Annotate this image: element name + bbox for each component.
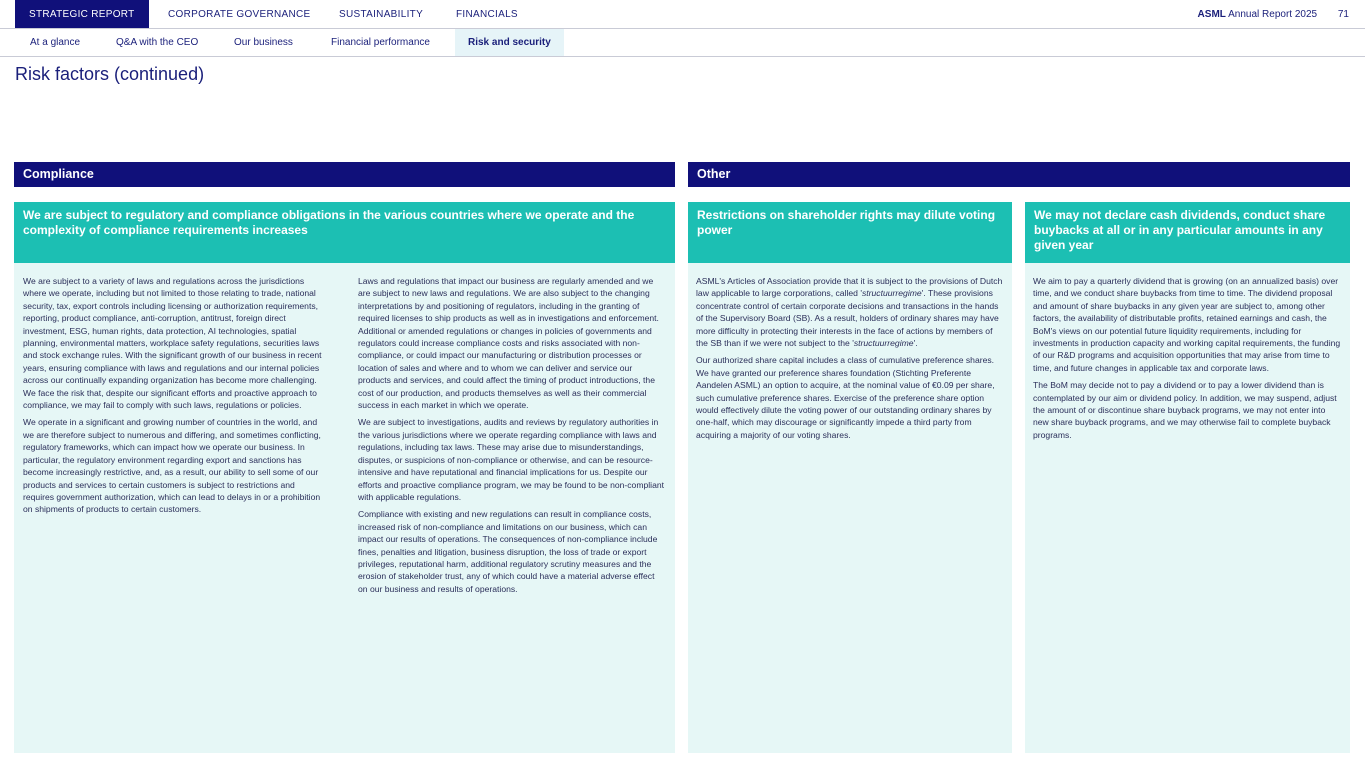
brand-suffix: Annual Report 2025 — [1228, 9, 1318, 20]
paragraph: Our authorized share capital includes a class of cumulative preference shares. We have granted our preference shares foundation (Stichting Preferente Aandelen ASML) an option to acquire, at the nominal value of €0.09 per share, such cumulative preference shares. Exercise of the preference share option would effectively dilute the voting power of our outstanding ordinary shares by one-half, which may discourage or significantly impede a third party from acquiring a majority of our voting shares. — [696, 355, 995, 440]
tab-strategic-report[interactable]: STRATEGIC REPORT — [15, 0, 149, 28]
paragraph: The BoM may decide not to pay a dividend or to pay a lower dividend than is contemplated by our aim or dividend policy. In addition, we may suspend, adjust the amount of or discontinue share buyback programs, we may not enter into new share buyback programs, and we may otherwise fail to complete buyback programs. — [1033, 380, 1337, 440]
tab-corporate-governance[interactable]: CORPORATE GOVERNANCE — [168, 9, 311, 20]
dividends-card-heading: We may not declare cash dividends, conduct share buybacks at all or in any particular amounts in any given year — [1025, 202, 1350, 263]
page-title: Risk factors (continued) — [15, 64, 205, 84]
subnav-qa-ceo[interactable]: Q&A with the CEO — [116, 37, 199, 48]
paragraph: Compliance with existing and new regulations can result in compliance costs, increased risk of non-compliance and limitations on our business, which can impact our results of operations. The consequences of non-compliance include fines, penalties and litigation, business disruption, the loss of trade or export privileges, reputational harm, additional regulatory scrutiny measures and the erosion of stakeholder trust, any of which could have a material adverse effect on our business and results of operations. — [358, 509, 658, 594]
tab-sustainability[interactable]: SUSTAINABILITY — [339, 9, 424, 20]
brand-name: ASML — [1197, 9, 1226, 20]
shareholder-column — [696, 275, 1006, 446]
section-compliance: Compliance — [14, 162, 675, 187]
subnav-risk-and-security[interactable]: Risk and security — [455, 29, 564, 56]
paragraph: We are subject to investigations, audits and reviews by regulatory authorities in the various jurisdictions where we operate regarding compliance with laws and regulations, including tax laws. These may arise due to misunderstandings, disputes, or suspicions of non-compliance or otherwise, and can be resource-intensive and have reputational and financial implications for us. Despite our efforts and proactive compliance program, we may be found to be non-compliant with applicable regulations. — [358, 417, 665, 502]
paragraph: We aim to pay a quarterly dividend that is growing (on an annualized basis) over time, and we conduct share buybacks from time to time. The dividend proposal and amount of share buybacks in any given year are subject to, among other factors, the availability of distributable profits, retained earnings and cash, the BoM's views on our potential future liquidity requirements, including for investments in production capacity and working capital requirements, the funding of our R&D programs and acquisition opportunities that may arise from time to time, and future changes in applicable tax and corporate laws. — [1033, 276, 1341, 373]
paragraph: Laws and regulations that impact our business are regularly amended and we are subject to new laws and regulations. We are also subject to the changing interpretations by and positioning of regulators, including in the granting of required licenses to ship products as well as in investigations and enforcement. Additional or amended regulations or changes in policies of governments and regulators could increase compliance costs and risks associated with non-compliance, or could impact our manufacturing or distribution processes or location of sales and where and to whom we can deliver and service our products and services, and could affect the timing of product introductions, the cost of our production, and products themselves as well as their commercial success in each market in which we operate. — [358, 276, 659, 411]
paragraph: We are subject to a variety of laws and regulations across the jurisdictions where we operate, including but not limited to those relating to trade, national security, tax, export controls including licensing or authorization requirements, reporting, product compliance, anti-corruption, antitrust, foreign direct investment, ESG, human rights, data protection, AI technologies, spatial planning, environmental matters, workplace safety regulations, securities laws and stock exchange rules. With the significant growth of our business in recent years, ensuring compliance with laws and regulations and our internal policies across our continually expanding organization has become more challenging. We face the risk that, despite our significant efforts and proactive approach to compliance, we may fail to comply with such laws, regulations or policies. — [23, 276, 322, 411]
paragraph: ASML's Articles of Association provide that it is subject to the provisions of Dutch law applicable to large corporations, called 'structuurregime'. These provisions concentrate control of certain corporate decisions and transactions in the hands of the Supervisory Board (SB). As a result, holders of ordinary shares may have more difficulty in protecting their interests in the face of actions by members of the SB than if we were not subject to the 'structuurregime'. — [696, 276, 1003, 349]
compliance-column-2 — [358, 275, 666, 600]
shareholder-card-heading: Restrictions on shareholder rights may dilute voting power — [688, 202, 1012, 263]
subnav-at-a-glance[interactable]: At a glance — [30, 37, 81, 48]
dividends-column — [1033, 275, 1343, 446]
section-other: Other — [688, 162, 1350, 187]
top-navigation — [0, 0, 1365, 29]
paragraph: We operate in a significant and growing number of countries in the world, and we are therefore subject to numerous and differing, and sometimes conflicting, regulatory frameworks, which can impact how we operate our business. In particular, the regulatory environment regarding export and sanctions has become increasingly restrictive, and, as a result, our ability to sell some of our products and services to certain customers is subject to restrictions and requires government authorization, which can lead to delays in or a prohibition on shipments of products to certain customers. — [23, 417, 321, 515]
page-number: 71 — [1337, 9, 1349, 20]
subnav-financial-performance[interactable]: Financial performance — [331, 37, 430, 48]
tab-financials[interactable]: FINANCIALS — [456, 9, 518, 20]
compliance-card-heading: We are subject to regulatory and compliance obligations in the various countries where we operate and the complexity of compliance requirements increases — [14, 202, 675, 263]
subnav-our-business[interactable]: Our business — [234, 37, 293, 48]
report-brand — [1198, 0, 1349, 28]
compliance-column-1 — [23, 275, 323, 521]
sub-navigation — [0, 29, 1365, 57]
